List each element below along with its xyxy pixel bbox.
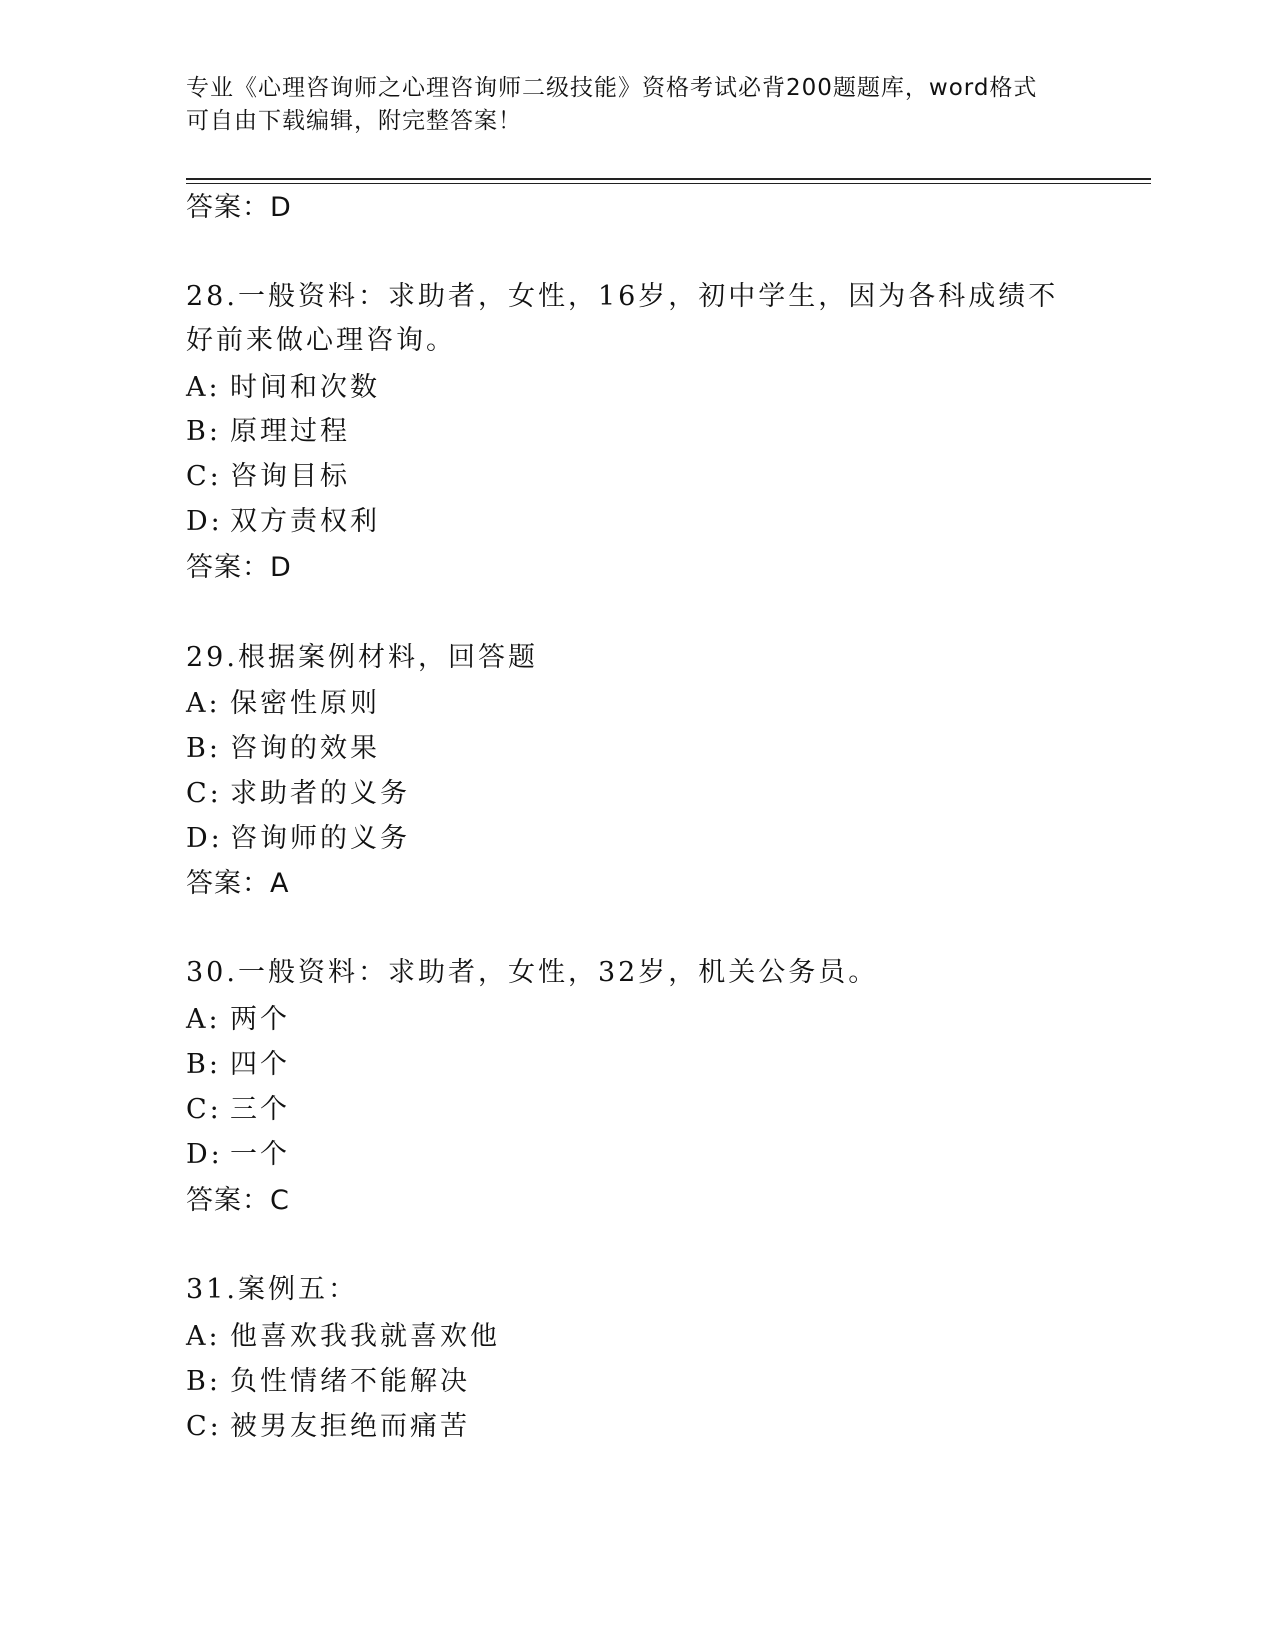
option-text: 两个 <box>230 1004 290 1035</box>
question-31-option-a <box>186 1321 500 1353</box>
question-29-answer: 答案：A <box>186 868 290 899</box>
question-30-option-a <box>186 1004 290 1036</box>
question-28-option-b <box>186 416 350 448</box>
option-letter: B: <box>186 733 221 764</box>
option-letter: C: <box>186 1094 222 1125</box>
question-28-option-c <box>186 461 350 493</box>
option-text: 时间和次数 <box>230 372 380 403</box>
option-text: 他喜欢我我就喜欢他 <box>230 1321 500 1352</box>
option-letter: D: <box>186 823 223 854</box>
option-text: 三个 <box>230 1094 290 1125</box>
question-29-option-b <box>186 733 380 765</box>
question-29-option-d <box>186 823 410 855</box>
header-line-1: 专业《心理咨询师之心理咨询师二级技能》资格考试必背200题题库，word格式 <box>186 75 1038 101</box>
option-letter: A: <box>186 688 221 719</box>
option-text: 保密性原则 <box>230 688 380 719</box>
option-text: 被男友拒绝而痛苦 <box>230 1411 470 1442</box>
question-31-option-c <box>186 1411 470 1443</box>
question-30-stem: 30.一般资料：求助者，女性，32岁，机关公务员。 <box>186 957 879 988</box>
option-text: 负性情绪不能解决 <box>230 1366 470 1397</box>
question-28-option-a <box>186 372 380 404</box>
question-29-option-c <box>186 778 410 810</box>
question-31-stem: 31.案例五： <box>186 1274 358 1305</box>
option-letter: D: <box>186 1139 223 1170</box>
header-divider-thick <box>186 178 1151 180</box>
question-30-option-c <box>186 1094 290 1126</box>
question-29-option-a <box>186 688 380 720</box>
option-letter: B: <box>186 1049 221 1080</box>
header-divider-thin <box>186 183 1151 184</box>
question-30-option-d <box>186 1139 290 1171</box>
question-30-option-b <box>186 1049 290 1081</box>
option-letter: C: <box>186 461 222 492</box>
option-text: 咨询的效果 <box>230 733 380 764</box>
question-28-stem: 28.一般资料：求助者，女性，16岁，初中学生，因为各科成绩不好前来做心理咨询。 <box>186 281 1059 356</box>
option-text: 咨询目标 <box>230 461 350 492</box>
option-letter: C: <box>186 778 222 809</box>
option-text: 双方责权利 <box>230 506 380 537</box>
document-header <box>186 72 1086 138</box>
question-28-option-d <box>186 506 380 538</box>
option-letter: A: <box>186 1321 221 1352</box>
option-letter: A: <box>186 1004 221 1035</box>
previous-answer: 答案：D <box>186 192 292 223</box>
option-letter: B: <box>186 1366 221 1397</box>
option-text: 咨询师的义务 <box>230 823 410 854</box>
option-text: 原理过程 <box>230 416 350 447</box>
option-text: 四个 <box>230 1049 290 1080</box>
header-line-2: 可自由下载编辑，附完整答案！ <box>186 108 522 134</box>
option-letter: D: <box>186 506 223 537</box>
question-28-answer: 答案：D <box>186 552 292 583</box>
option-letter: C: <box>186 1411 222 1442</box>
question-31-option-b <box>186 1366 470 1398</box>
question-30-answer: 答案：C <box>186 1185 290 1216</box>
option-letter: B: <box>186 416 221 447</box>
option-text: 一个 <box>230 1139 290 1170</box>
option-text: 求助者的义务 <box>230 778 410 809</box>
question-29-stem: 29.根据案例材料，回答题 <box>186 642 538 673</box>
option-letter: A: <box>186 372 221 403</box>
